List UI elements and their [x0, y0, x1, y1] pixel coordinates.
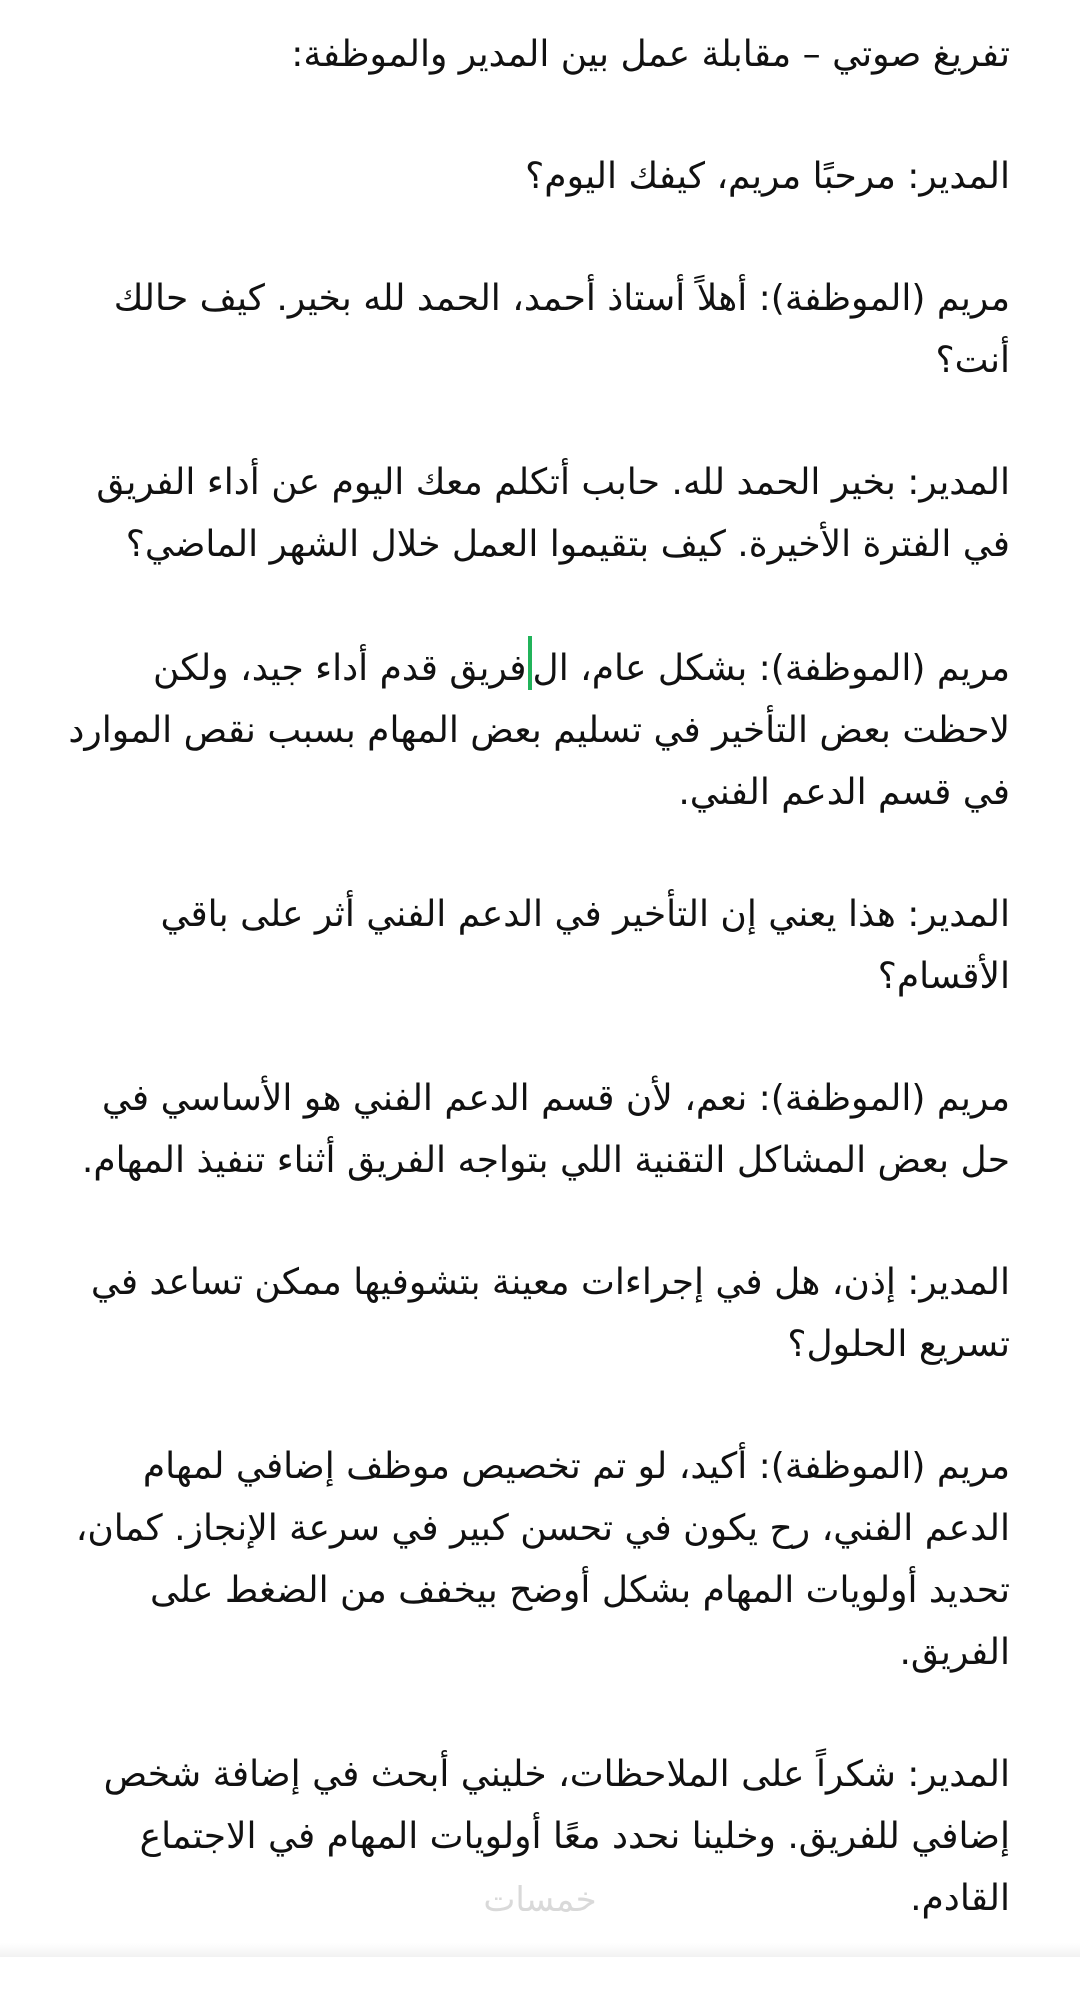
- cursor-text-after: فريق قدم أداء جيد، ولكن لاحظت بعض التأخير في تسليم بعض المهام بسبب نقص الموارد في قسم الدعم الفني.: [56, 648, 1010, 813]
- paragraph-employee-greeting: مريم (الموظفة): أهلاً أستاذ أحمد، الحمد لله بخير. كيف حالك أنت؟: [102, 278, 1010, 381]
- paragraph-employee-performance: [56, 636, 1010, 824]
- text-cursor: [528, 636, 532, 690]
- paragraph-manager-procedures: المدير: إذن، هل في إجراءات معينة بتشوفيها ممكن تساعد في تسريع الحلول؟: [79, 1262, 1010, 1365]
- paragraph-manager-delay-impact: المدير: هذا يعني إن التأخير في الدعم الفني أثر على باقي الأقسام؟: [148, 894, 1010, 997]
- document-heading: تفريغ صوتي – مقابلة عمل بين المدير والموظفة:: [291, 34, 1010, 75]
- paragraph-manager-closing: المدير: شكراً على الملاحظات، خليني أبحث في إضافة شخص إضافي للفريق. وخلينا نحدد معًا أولويات المهام في الاجتماع القادم.: [92, 1754, 1010, 1919]
- transcript-document[interactable]: [56, 0, 1010, 1990]
- bottom-edge: [0, 1943, 1080, 1957]
- paragraph-employee-support-role: مريم (الموظفة): نعم، لأن قسم الدعم الفني هو الأساسي في حل بعض المشاكل التقنية اللي بتواجه الفريق أثناء تنفيذ المهام.: [81, 1078, 1010, 1181]
- paragraph-manager-question-performance: المدير: بخير الحمد لله. حابب أتكلم معك اليوم عن أداء الفريق في الفترة الأخيرة. كيف بتقيموا العمل خلال الشهر الماضي؟: [84, 462, 1010, 565]
- khamsat-watermark: خمسات: [483, 1880, 597, 1920]
- cursor-text-before: مريم (الموظفة): بشكل عام، ال: [532, 648, 1010, 689]
- paragraph-manager-greeting: المدير: مرحبًا مريم، كيفك اليوم؟: [525, 156, 1010, 197]
- paragraph-employee-suggestions: مريم (الموظفة): أكيد، لو تم تخصيص موظف إضافي لمهام الدعم الفني، رح يكون في تحسن كبير في سرعة الإنجاز. كمان، تحديد أولويات المهام بشكل أوضح بيخفف من الضغط على الفريق.: [64, 1446, 1010, 1673]
